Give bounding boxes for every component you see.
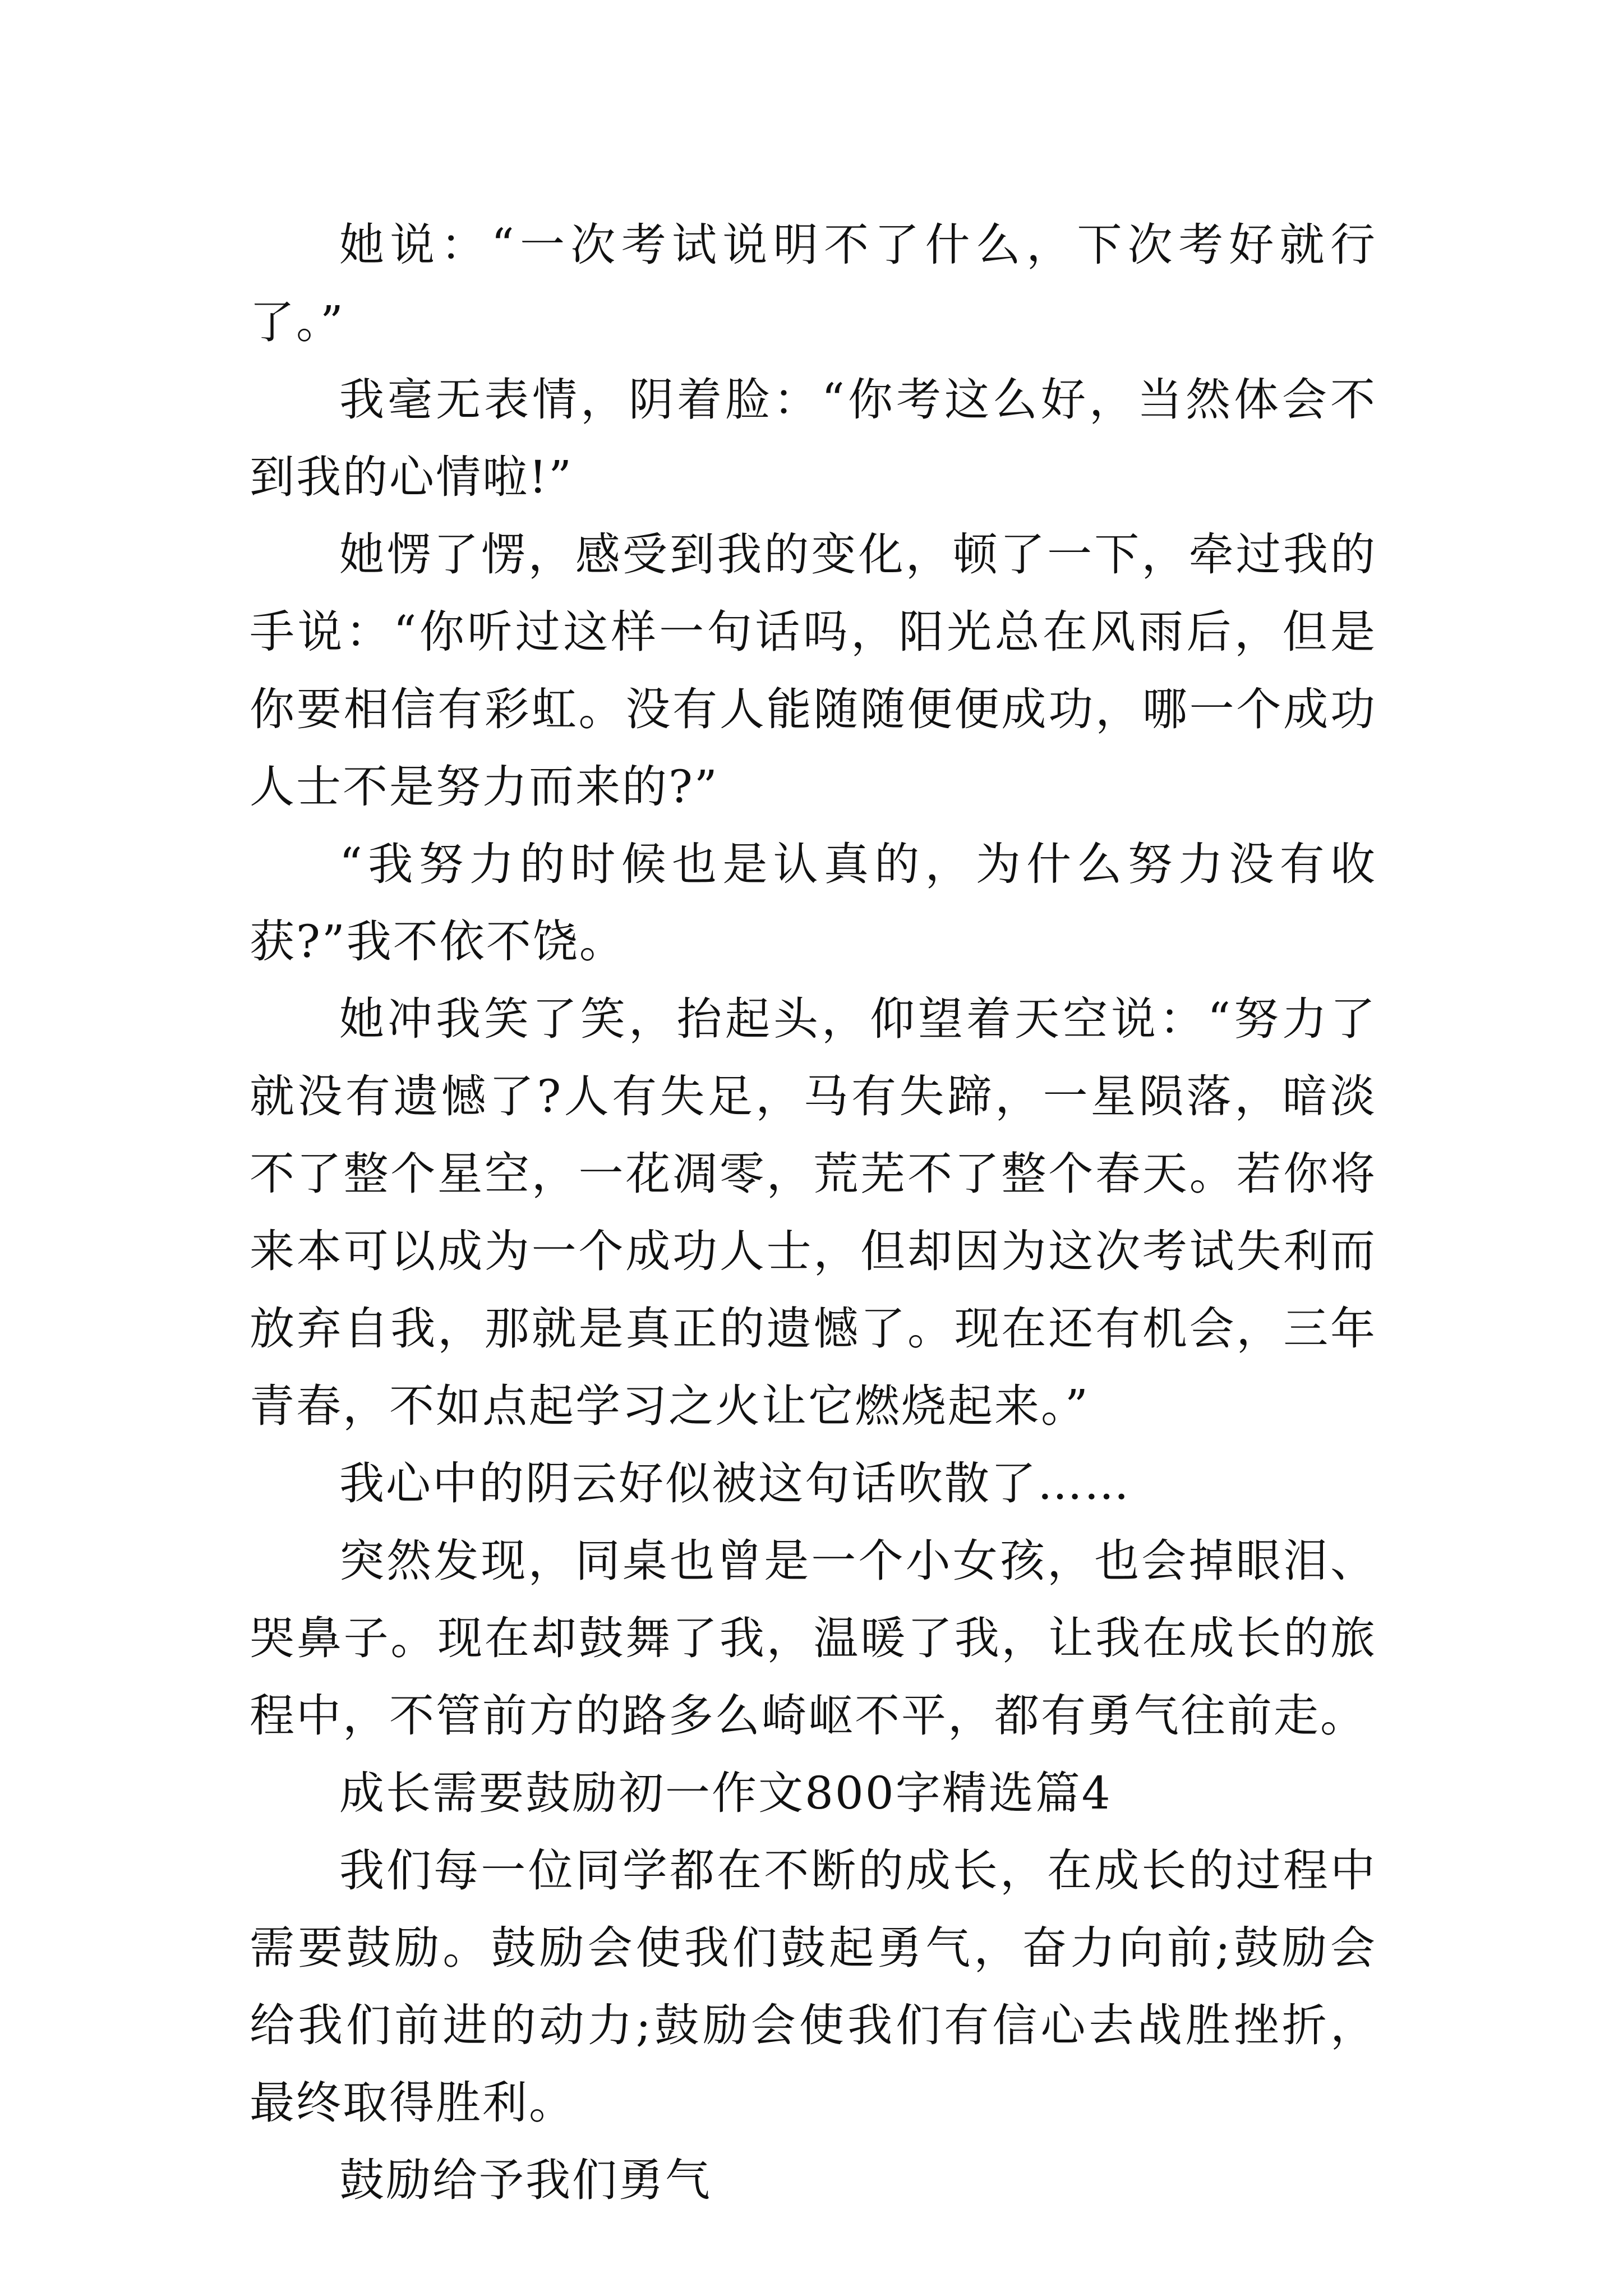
paragraph-5: 她冲我笑了笑，抬起头，仰望着天空说：“努力了就没有遗憾了?人有失足，马有失蹄，一星陨落，暗淡不了整个星空，一花凋零，荒芜不了整个春天。若你将来本可以成为一个成功人士，但却因为这次考试失利而放弃自我，那就是真正的遗憾了。现在还有机会，三年青春，不如点起学习之火让它燃烧起来。”	[250, 993, 1377, 1432]
paragraph-1: 她说：“一次考试说明不了什么，下次考好就行了。”	[250, 219, 1377, 348]
paragraph-7: 突然发现，同桌也曾是一个小女孩，也会掉眼泪、哭鼻子。现在却鼓舞了我，温暖了我，让我在成长的旅程中，不管前方的路多么崎岖不平，都有勇气往前走。	[250, 1535, 1377, 1742]
section-heading: 成长需要鼓励初一作文800字精选篇4	[339, 1767, 1112, 1819]
paragraph-8: 我们每一位同学都在不断的成长，在成长的过程中需要鼓励。鼓励会使我们鼓起勇气，奋力向前;鼓励会给我们前进的动力;鼓励会使我们有信心去战胜挫折，最终取得胜利。	[250, 1844, 1377, 2129]
paragraph-9: 鼓励给予我们勇气	[339, 2154, 712, 2206]
paragraph-6: 我心中的阴云好似被这句话吹散了……	[339, 1457, 1131, 1510]
paragraph-3: 她愣了愣，感受到我的变化，顿了一下，牵过我的手说：“你听过这样一句话吗，阳光总在风雨后，但是你要相信有彩虹。没有人能随随便便成功，哪一个成功人士不是努力而来的?”	[250, 528, 1377, 813]
paragraph-4: “我努力的时候也是认真的，为什么努力没有收获?”我不依不饶。	[250, 838, 1377, 968]
paragraph-2: 我毫无表情，阴着脸：“你考这么好，当然体会不到我的心情啦!”	[250, 374, 1377, 503]
document-body	[250, 206, 1377, 2219]
